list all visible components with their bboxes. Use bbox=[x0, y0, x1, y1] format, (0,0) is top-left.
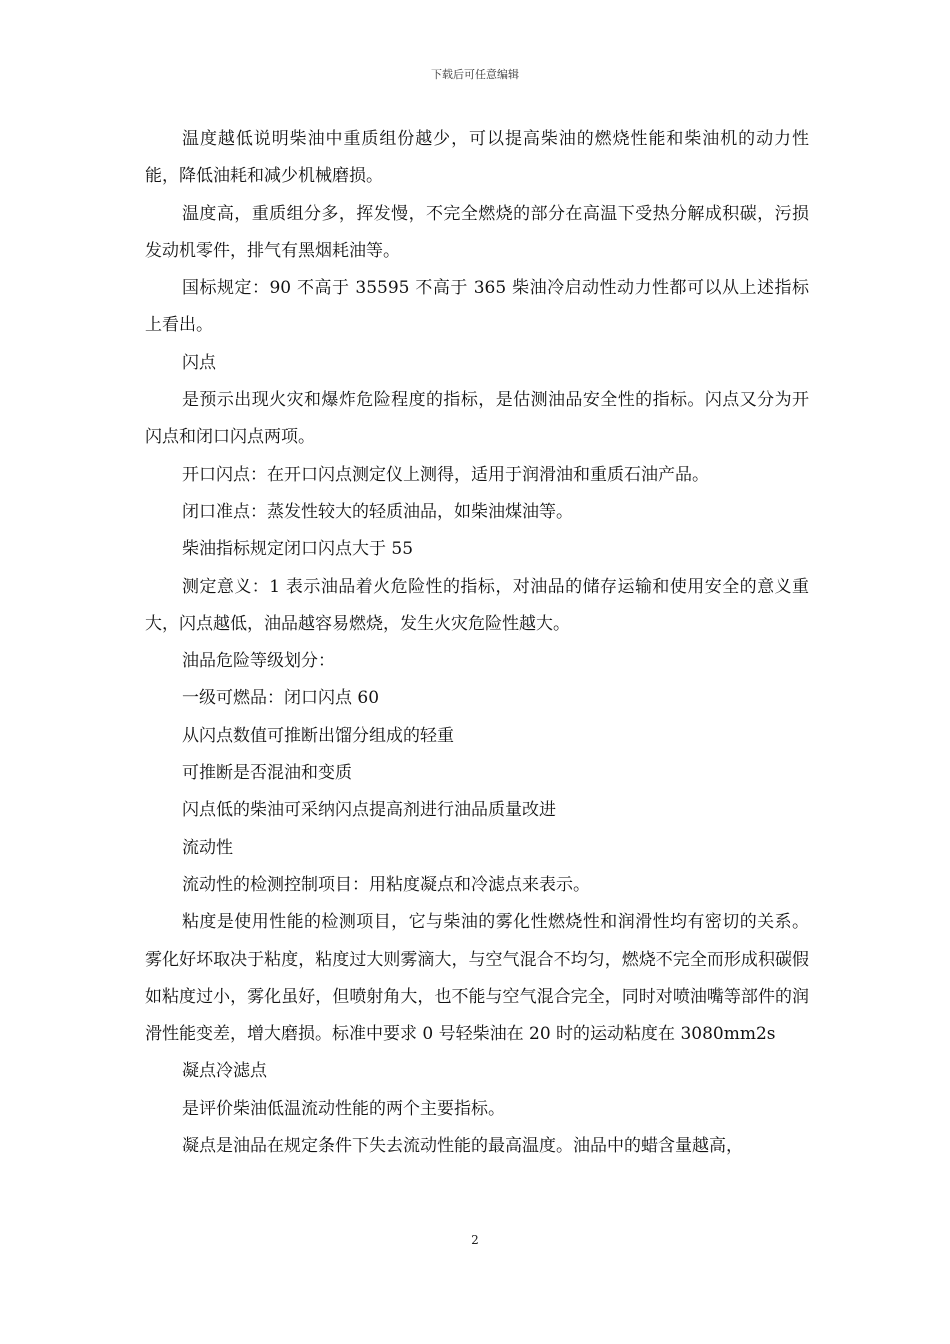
paragraph: 是预示出现火灾和爆炸危险程度的指标，是估测油品安全性的指标。闪点又分为开闪点和闭口闪点两项。 bbox=[145, 390, 809, 448]
paragraph: 测定意义：1 表示油品着火危险性的指标，对油品的储存运输和使用安全的意义重大，闪点越低，油品越容易燃烧，发生火灾危险性越大。 bbox=[145, 576, 809, 634]
section-heading: 闪点 bbox=[182, 352, 216, 373]
paragraph: 凝点是油品在规定条件下失去流动性能的最高温度。油品中的蜡含量越高， bbox=[182, 1136, 743, 1157]
paragraph: 油品危险等级划分： bbox=[182, 651, 335, 672]
paragraph: 可推断是否混油和变质 bbox=[182, 763, 352, 784]
paragraph: 是评价柴油低温流动性能的两个主要指标。 bbox=[182, 1098, 505, 1119]
paragraph: 闭口准点：蒸发性较大的轻质油品，如柴油煤油等。 bbox=[182, 501, 573, 522]
page-number: 2 bbox=[471, 1233, 479, 1247]
paragraph: 闪点低的柴油可采纳闪点提高剂进行油品质量改进 bbox=[182, 800, 556, 821]
paragraph: 一级可燃品：闭口闪点 60 bbox=[182, 688, 380, 709]
paragraph: 温度越低说明柴油中重质组份越少，可以提高柴油的燃烧性能和柴油机的动力性能，降低油耗和减少机械磨损。 bbox=[145, 129, 809, 187]
paragraph: 开口闪点：在开口闪点测定仪上测得，适用于润滑油和重质石油产品。 bbox=[182, 464, 709, 485]
paragraph: 国标规定：90 不高于 35595 不高于 365 柴油冷启动性动力性都可以从上述指标上看出。 bbox=[145, 278, 809, 336]
paragraph: 流动性的检测控制项目：用粘度凝点和冷滤点来表示。 bbox=[182, 874, 590, 895]
paragraph: 柴油指标规定闭口闪点大于 55 bbox=[182, 539, 414, 560]
section-heading: 流动性 bbox=[182, 837, 233, 858]
document-body bbox=[145, 121, 809, 1165]
page-header: 下载后可任意编辑 bbox=[431, 68, 519, 81]
paragraph: 粘度是使用性能的检测项目，它与柴油的雾化性燃烧性和润滑性均有密切的关系。雾化好坏取决于粘度，粘度过大则雾滴大，与空气混合不均匀，燃烧不完全而形成积碳假如粘度过小，雾化虽好，但喷射角大，也不能与空气混合完全，同时对喷油嘴等部件的润滑性能变差，增大磨损。标准中要求 0 号轻柴油在 20 时的运动粘度在 3080mm2s bbox=[145, 912, 809, 1045]
section-heading: 凝点冷滤点 bbox=[182, 1061, 267, 1082]
paragraph: 从闪点数值可推断出馏分组成的轻重 bbox=[182, 725, 454, 746]
paragraph: 温度高，重质组分多，挥发慢，不完全燃烧的部分在高温下受热分解成积碳，污损发动机零件，排气有黑烟耗油等。 bbox=[145, 203, 809, 261]
